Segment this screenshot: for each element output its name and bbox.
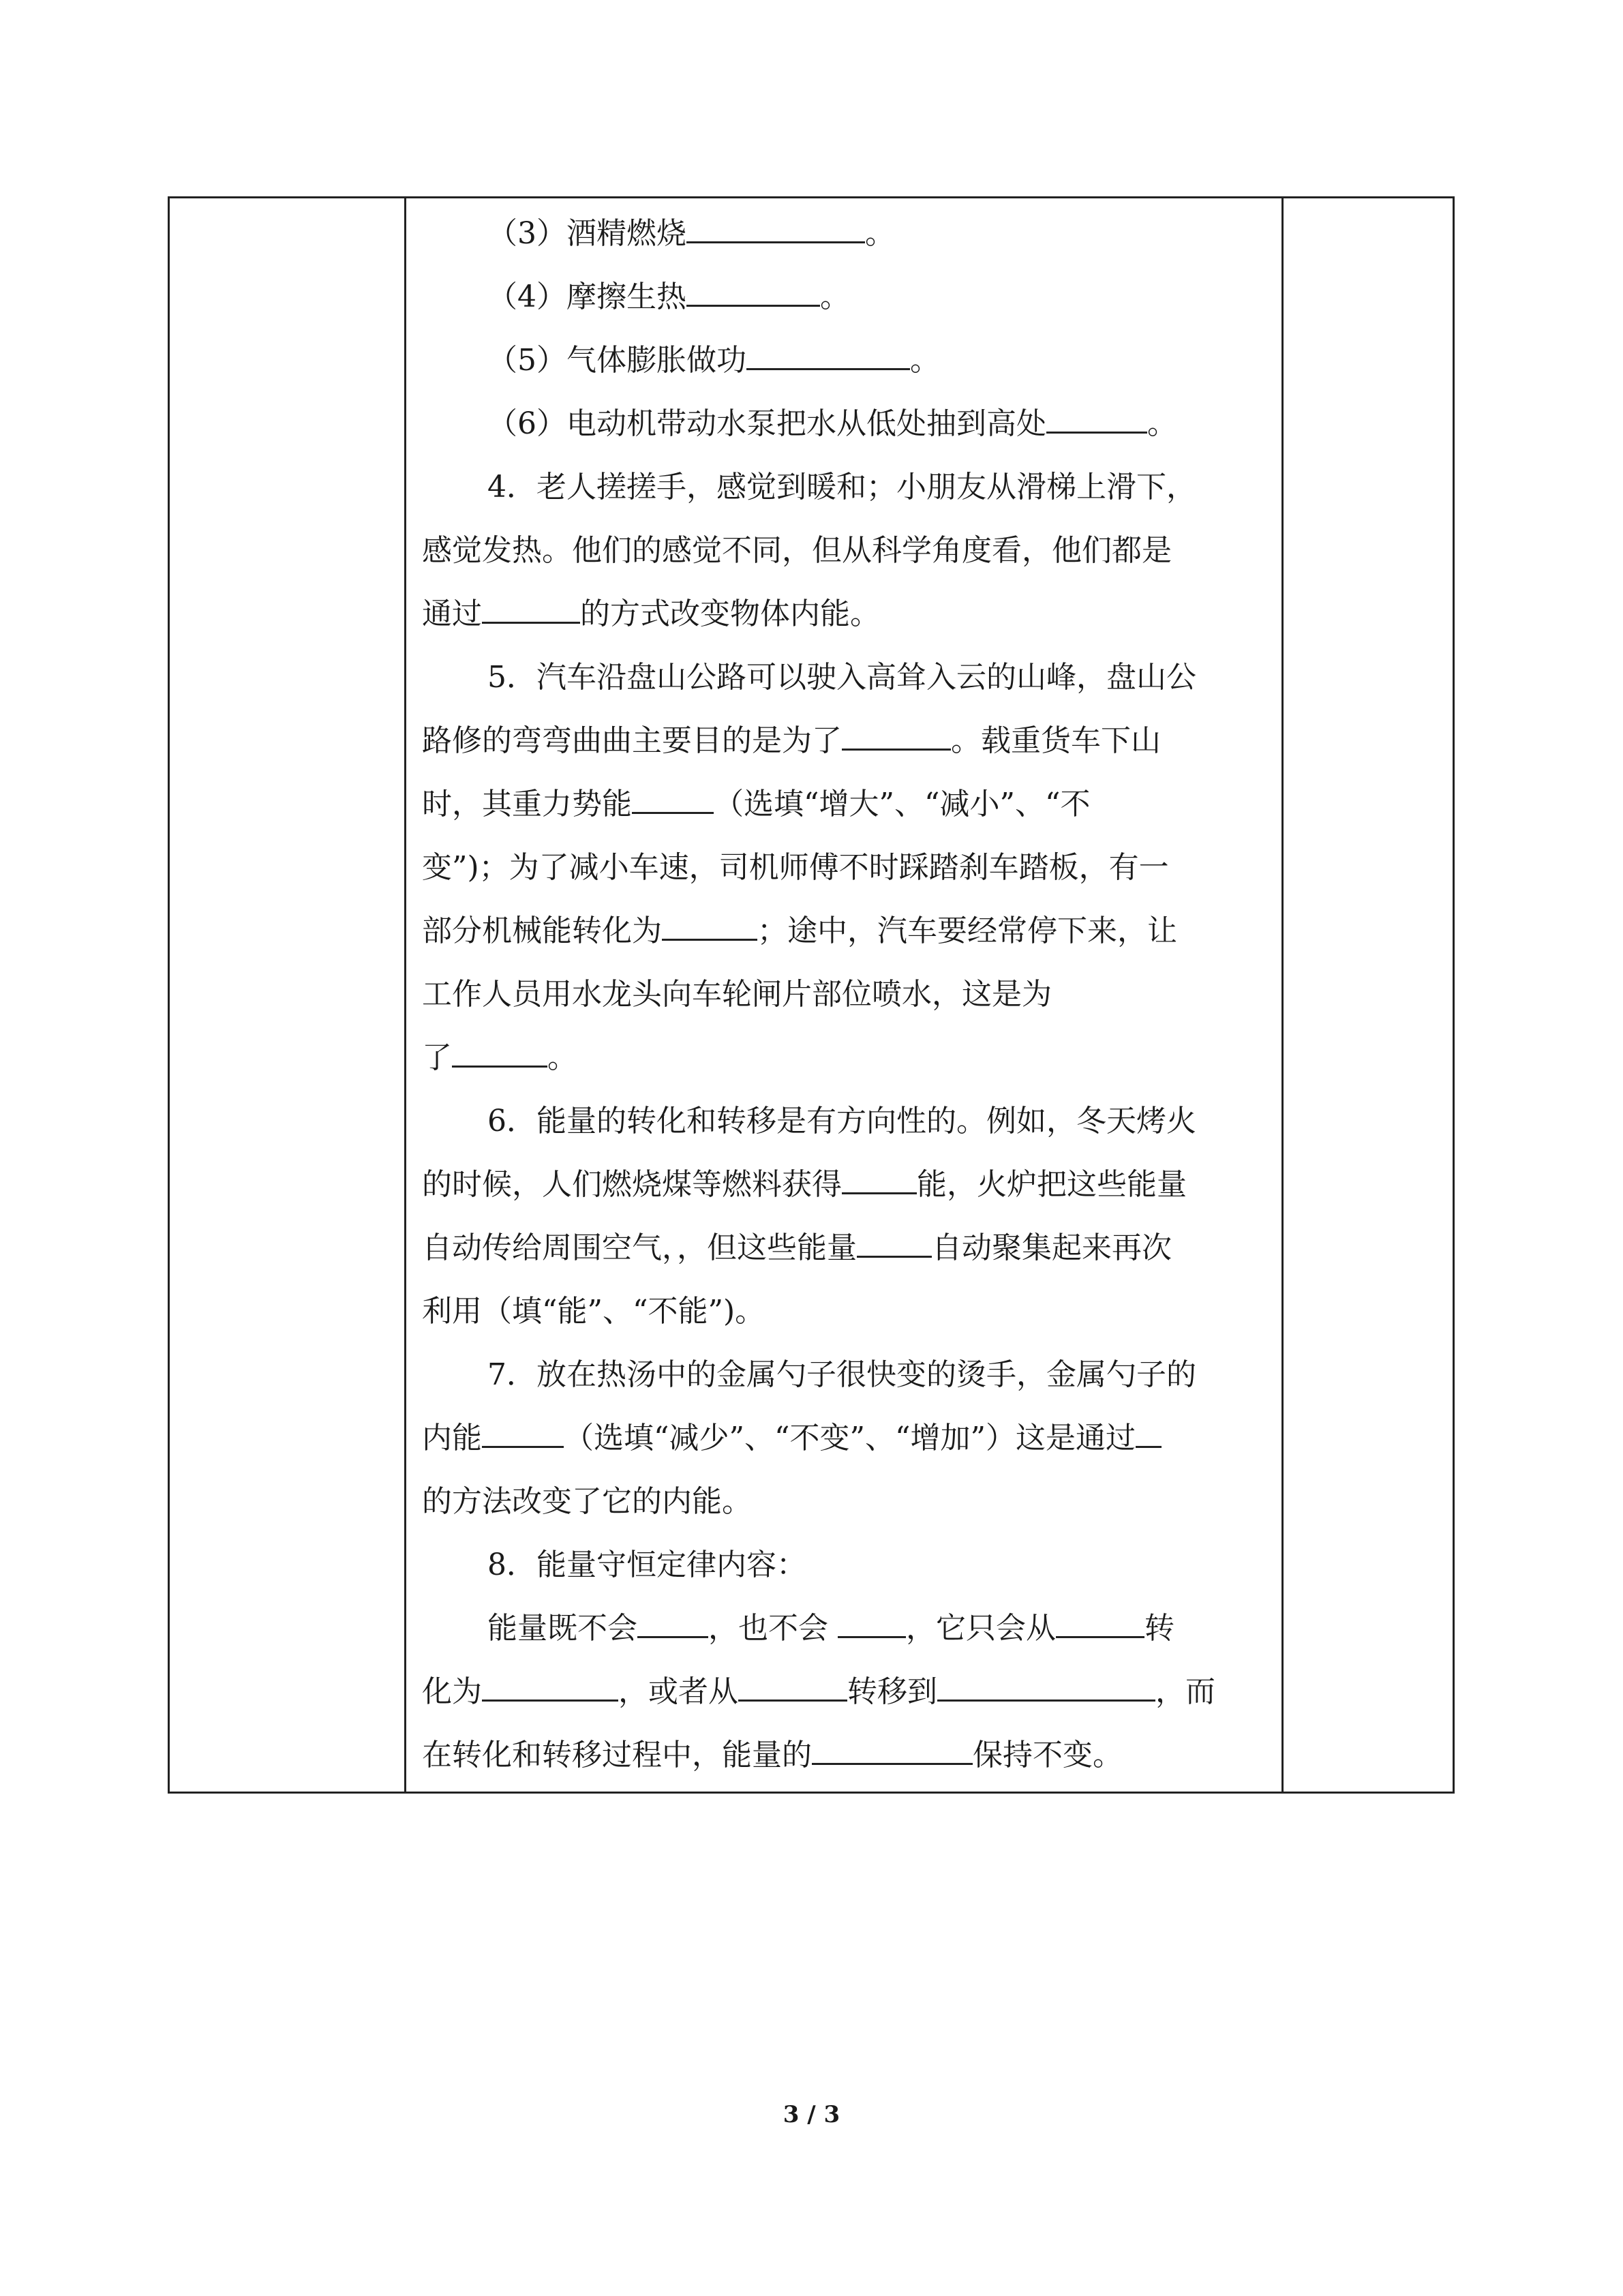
table-column-divider-right	[1281, 198, 1284, 1792]
question-6-line-1: 6．能量的转化和转移是有方向性的。例如，冬天烤火	[487, 1104, 1196, 1138]
question-4-line-2: 感觉发热。他们的感觉不同，但从科学角度看，他们都是	[422, 533, 1172, 568]
question-7-line-3: 的方法改变了它的内能。	[422, 1484, 752, 1519]
answer-blank[interactable]	[738, 1672, 847, 1702]
question-5-line-3: 时，其重力势能 （选填“增大”、“减小”、“不	[422, 784, 1090, 825]
answer-blank[interactable]	[686, 277, 820, 307]
answer-blank[interactable]	[937, 1672, 1155, 1702]
answer-blank[interactable]	[842, 721, 951, 751]
answer-blank[interactable]	[1046, 404, 1147, 434]
question-8-line-1: 能量既不会 ，也不会 ，它只会从 转	[487, 1608, 1174, 1649]
question-5-line-1: 5．汽车沿盘山公路可以驶入高耸入云的山峰，盘山公	[487, 660, 1196, 695]
answer-blank[interactable]	[1136, 1419, 1162, 1448]
item-3-6: （6）电动机带动水泵把水从低处抽到高处 。	[487, 404, 1177, 444]
question-5-line-4: 变”)；为了减小车速，司机师傅不时踩踏刹车踏板，有一	[422, 850, 1169, 885]
answer-blank[interactable]	[637, 1609, 708, 1638]
question-6-line-2: 的时候，人们燃烧煤等燃料获得 能，火炉把这些能量	[422, 1164, 1187, 1205]
answer-blank[interactable]	[746, 341, 910, 370]
answer-blank[interactable]	[838, 1609, 906, 1638]
worksheet-table	[168, 196, 1455, 1794]
question-5-line-5: 部分机械能转化为 ；途中，汽车要经常停下来，让	[422, 911, 1177, 952]
question-5-line-2: 路修的弯弯曲曲主要目的是为了 。载重货车下山	[422, 721, 1161, 761]
item-3-3: （3）酒精燃烧 。	[487, 213, 895, 254]
page-number: 3 / 3	[783, 2101, 840, 2128]
question-4-line-3: 通过 的方式改变物体内能。	[422, 594, 880, 635]
question-8-title: 8．能量守恒定律内容：	[487, 1547, 806, 1582]
question-8-line-2: 化为 ，或者从 转移到 ，而	[422, 1672, 1215, 1712]
answer-blank[interactable]	[662, 911, 757, 941]
question-4-line-1: 4．老人搓搓手，感觉到暖和；小朋友从滑梯上滑下，	[487, 470, 1196, 504]
question-6-line-4: 利用（填“能”、“不能”)。	[422, 1294, 765, 1329]
question-7-line-2: 内能 （选填“减少”、“不变”、“增加”）这是通过	[422, 1418, 1162, 1459]
question-5-line-6: 工作人员用水龙头向车轮闸片部位喷水，这是为	[422, 977, 1052, 1012]
question-5-line-7: 了 。	[422, 1038, 577, 1078]
answer-blank[interactable]	[452, 1038, 547, 1068]
question-8-line-3: 在转化和转移过程中，能量的 保持不变。	[422, 1735, 1123, 1776]
answer-blank[interactable]	[482, 594, 580, 624]
question-7-line-1: 7．放在热汤中的金属勺子很快变的烫手，金属勺子的	[487, 1357, 1196, 1392]
answer-blank[interactable]	[482, 1672, 618, 1702]
item-3-5: （5）气体膨胀做功 。	[487, 340, 940, 381]
question-6-line-3: 自动传给周围空气，，但这些能量 自动聚集起来再次	[422, 1228, 1172, 1269]
answer-blank[interactable]	[842, 1165, 917, 1194]
item-3-4: （4）摩擦生热 。	[487, 277, 850, 318]
table-column-divider-left	[404, 198, 406, 1792]
answer-blank[interactable]	[857, 1228, 932, 1258]
answer-blank[interactable]	[1056, 1609, 1144, 1638]
answer-blank[interactable]	[686, 214, 865, 243]
answer-blank[interactable]	[482, 1419, 564, 1448]
answer-blank[interactable]	[632, 785, 714, 814]
answer-blank[interactable]	[812, 1736, 973, 1765]
